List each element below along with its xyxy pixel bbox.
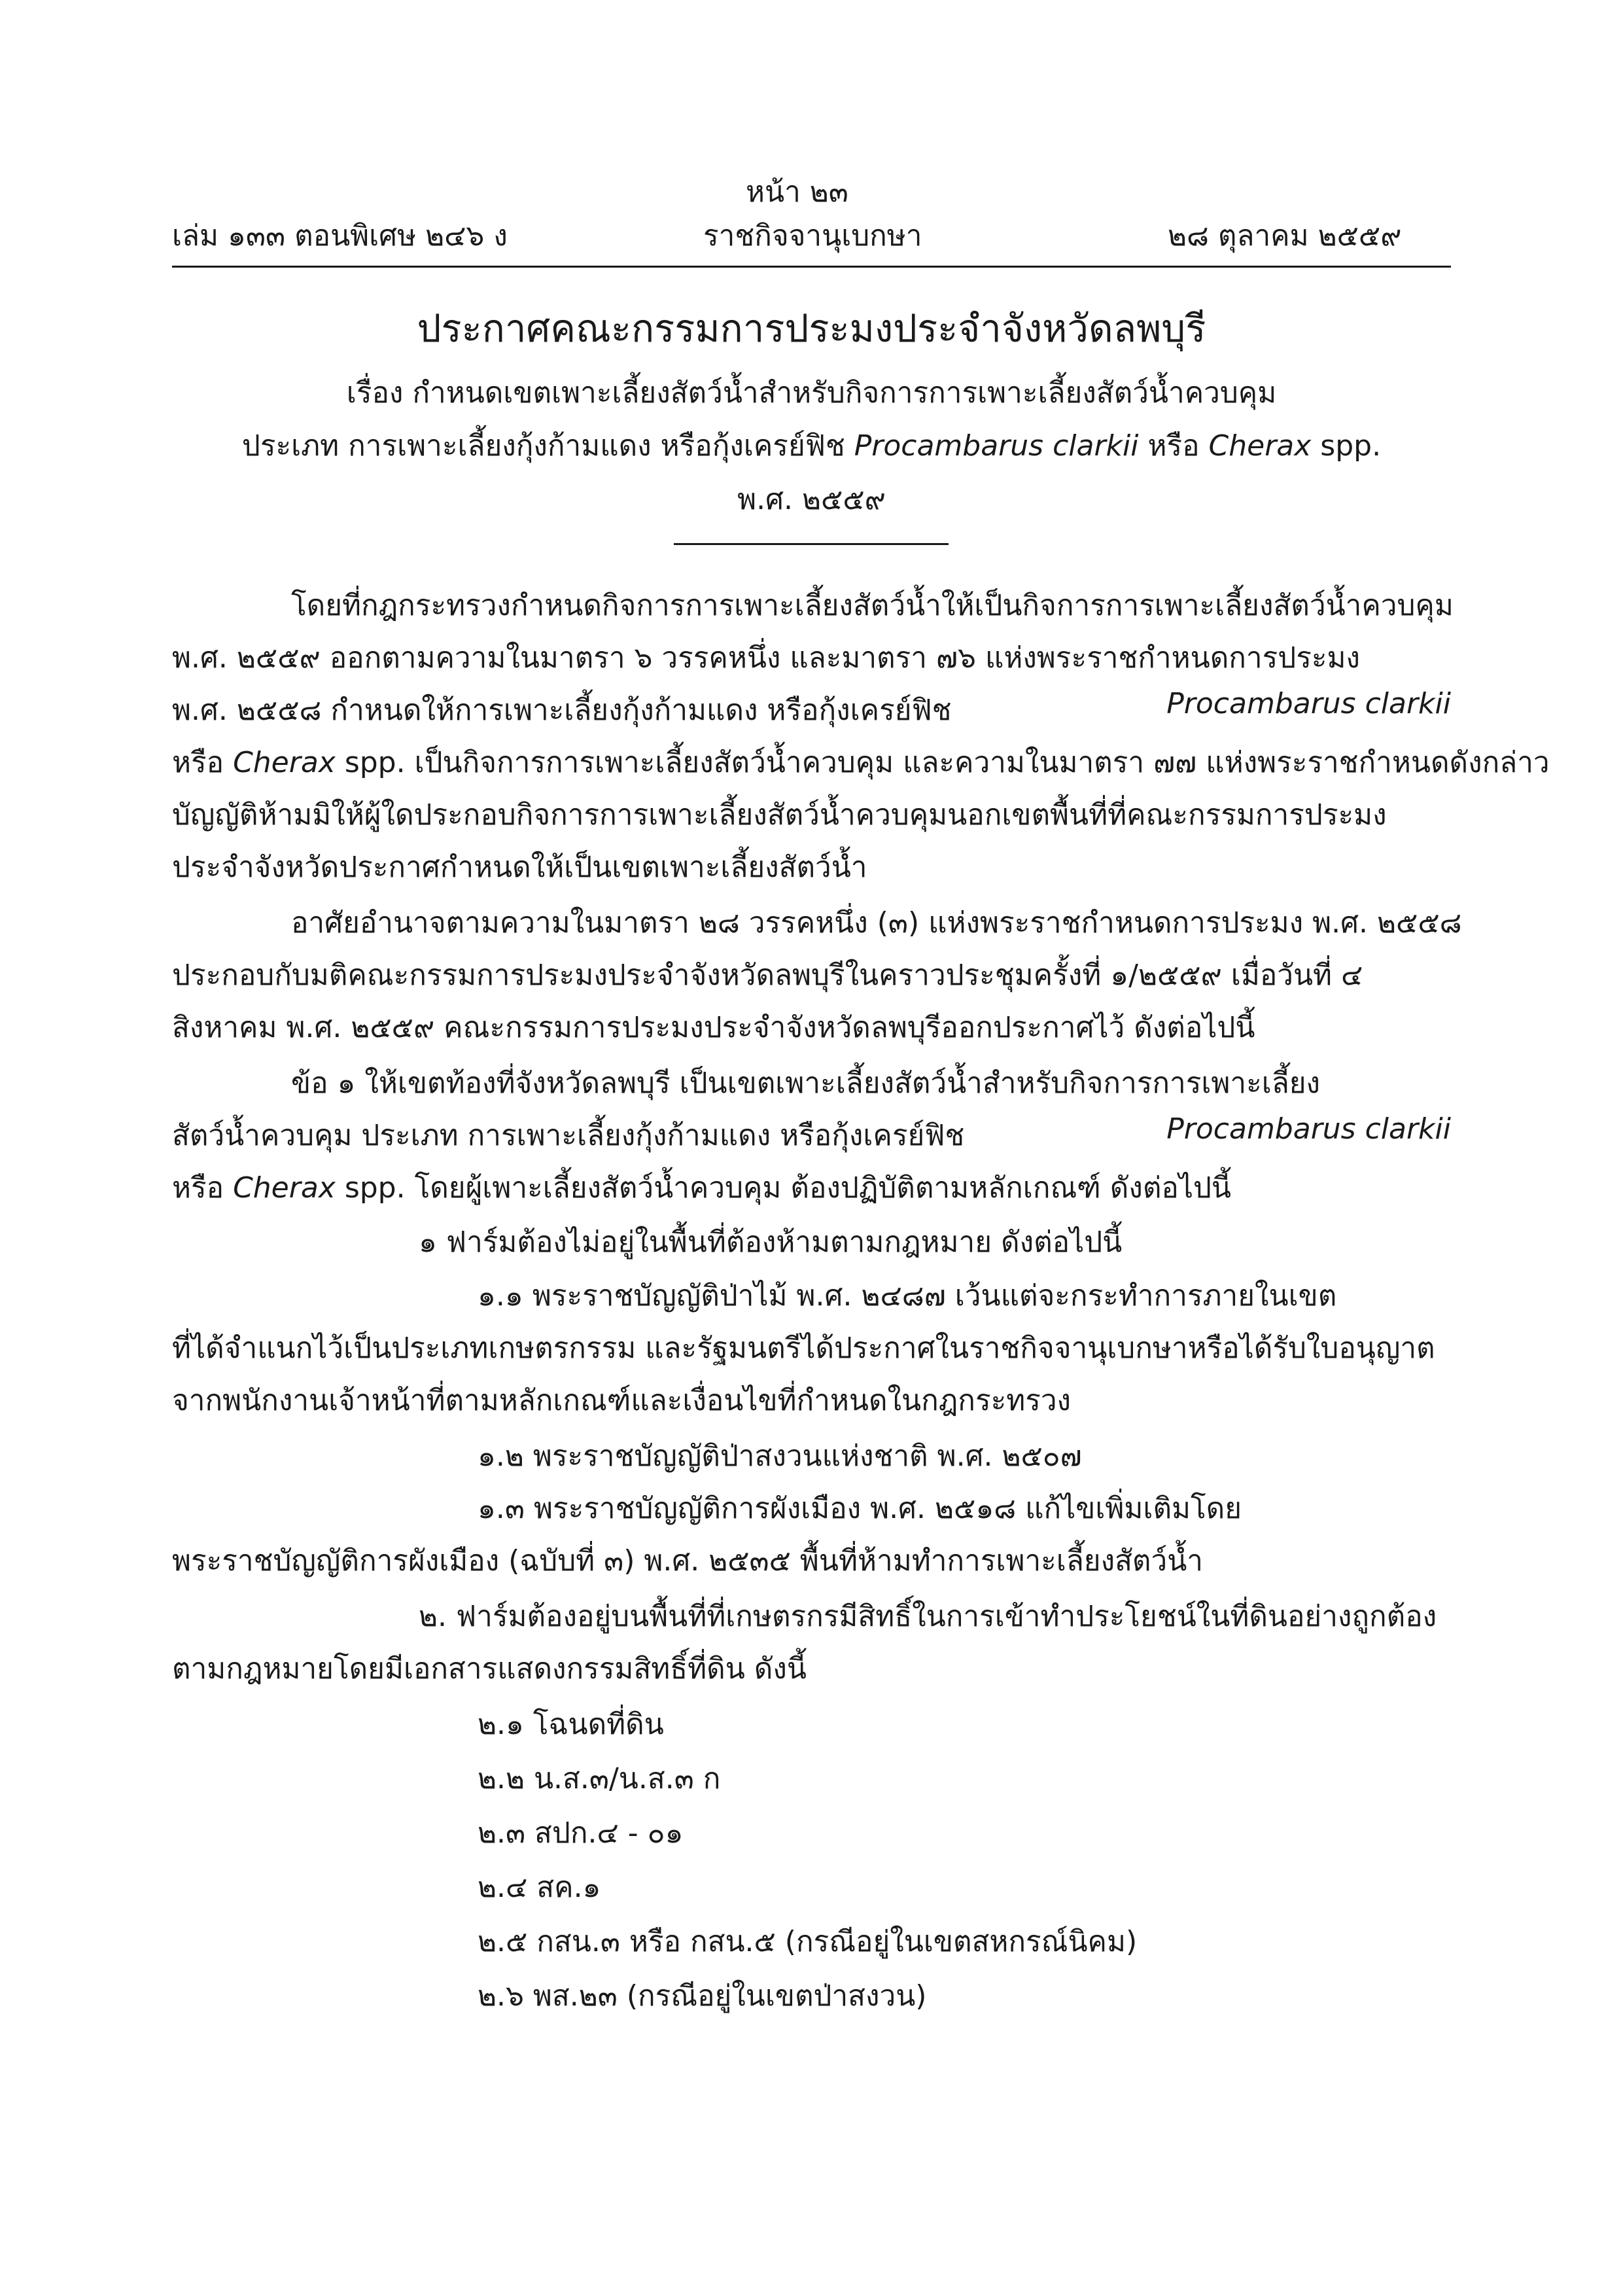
or-word: หรือ [1138,429,1209,463]
category-line [0,423,1623,468]
clause1-line2-species: Procambarus clarkii [1166,1112,1451,1146]
item2-2: ๒.๒ น.ส.๓/น.ส.๓ ก [478,1762,721,1795]
item1-1-line3: จากพนักงานเจ้าหน้าที่ตามหลักเกณฑ์และเงื่อนไขที่กำหนดในกฎกระทรวง [172,1384,1072,1417]
clause1-line3-text: spp. โดยผู้เพาะเลี้ยงสัตว์น้ำควบคุม ต้องปฏิบัติตามหลักเกณฑ์ ดังต่อไปนี้ [335,1171,1231,1205]
item1: ๑ ฟาร์มต้องไม่อยู่ในพื้นที่ต้องห้ามตามกฎหมาย ดังต่อไปนี้ [419,1226,1123,1259]
item2-line2: ตามกฎหมายโดยมีเอกสารแสดงกรรมสิทธิ์ที่ดิน ดังนี้ [172,1652,807,1686]
species-name-1: Procambarus clarkii [854,429,1139,463]
gazette-date: ๒๘ ตุลาคม ๒๕๕๙ [1168,219,1402,253]
subject-line: เรื่อง กำหนดเขตเพาะเลี้ยงสัตว์น้ำสำหรับกิจการการเพาะเลี้ยงสัตว์น้ำควบคุม [346,376,1277,410]
para1-line6: ประจำจังหวัดประกาศกำหนดให้เป็นเขตเพาะเลี้ยงสัตว์น้ำ [172,851,867,884]
category-prefix: ประเภท การเพาะเลี้ยงกุ้งก้ามแดง หรือกุ้งเครย์ฟิช [241,429,854,463]
para1-line4 [172,739,1550,785]
para1-line4-or: หรือ [172,746,234,779]
item1-1-line1: ๑.๑ พระราชบัญญัติป่าไม้ พ.ศ. ๒๔๘๗ เว้นแต่จะกระทำการภายในเขต [478,1279,1337,1313]
clause1-line1: ข้อ ๑ ให้เขตท้องที่จังหวัดลพบุรี เป็นเขตเพาะเลี้ยงสัตว์น้ำสำหรับกิจการการเพาะเลี้ยง [291,1067,1321,1100]
clause1-line3 [172,1165,1231,1210]
para1-line3-species: Procambarus clarkii [1166,687,1451,720]
item1-3-line2: พระราชบัญญัติการผังเมือง (ฉบับที่ ๓) พ.ศ. ๒๕๓๕ พื้นที่ห้ามทำการเพาะเลี้ยงสัตว์น้ำ [172,1544,1203,1578]
item2-4: ๒.๔ สค.๑ [478,1871,601,1904]
clause1-line2-text: สัตว์น้ำควบคุม ประเภท การเพาะเลี้ยงกุ้งก้ามแดง หรือกุ้งเครย์ฟิช [172,1119,965,1152]
item2-1: ๒.๑ โฉนดที่ดิน [478,1708,664,1741]
clause1-line3-genus: Cherax [233,1171,336,1205]
announcement-title: ประกาศคณะกรรมการประมงประจำจังหวัดลพบุรี [417,306,1206,351]
announcement-year: พ.ศ. ๒๕๕๙ [737,483,886,516]
item2-line1: ๒. ฟาร์มต้องอยู่บนพื้นที่ที่เกษตรกรมีสิทธิ์ในการเข้าทำประโยชน์ในที่ดินอย่างถูกต้อง [419,1600,1437,1633]
para2-line2: ประกอบกับมติคณะกรรมการประมงประจำจังหวัดลพบุรีในคราวประชุมครั้งที่ ๑/๒๕๕๙ เมื่อวันที่ ๔ [172,959,1363,992]
para1-line3 [172,687,1451,733]
item2-6: ๒.๖ พส.๒๓ (กรณีอยู่ในเขตป่าสงวน) [478,1979,927,2013]
para1-line3-text: พ.ศ. ๒๕๕๘ กำหนดให้การเพาะเลี้ยงกุ้งก้ามแดง หรือกุ้งเครย์ฟิช [172,694,952,727]
item1-1-line2: ที่ได้จำแนกไว้เป็นประเภทเกษตรกรรม และรัฐมนตรีได้ประกาศในราชกิจจานุเบกษาหรือได้รับใบอนุญาต [172,1332,1435,1365]
title-rule [674,543,949,545]
species-name-2: Cherax [1208,429,1312,463]
gazette-name: ราชกิจจานุเบกษา [703,219,922,253]
header-rule [172,266,1451,268]
para2-line3: สิงหาคม พ.ศ. ๒๕๕๙ คณะกรรมการประมงประจำจังหวัดลพบุรีออกประกาศไว้ ดังต่อไปนี้ [172,1011,1255,1044]
item2-5: ๒.๕ กสน.๓ หรือ กสน.๕ (กรณีอยู่ในเขตสหกรณ์นิคม) [478,1925,1138,1958]
item1-2: ๑.๒ พระราชบัญญัติป่าสงวนแห่งชาติ พ.ศ. ๒๕๐๗ [478,1439,1082,1473]
gazette-volume: เล่ม ๑๓๓ ตอนพิเศษ ๒๔๖ ง [172,219,508,253]
item2-3: ๒.๓ สปก.๔ - ๐๑ [478,1816,684,1850]
spp-suffix: spp. [1311,429,1382,463]
item1-3-line1: ๑.๓ พระราชบัญญัติการผังเมือง พ.ศ. ๒๕๑๘ แก้ไขเพิ่มเติมโดย [478,1492,1242,1525]
page-number: หน้า ๒๓ [746,175,848,209]
para1-line4-text: spp. เป็นกิจการการเพาะเลี้ยงสัตว์น้ำควบคุม และความในมาตรา ๗๗ แห่งพระราชกำหนดดังกล่าว [335,746,1550,779]
para1-line2: พ.ศ. ๒๕๕๙ ออกตามความในมาตรา ๖ วรรคหนึ่ง และมาตรา ๗๖ แห่งพระราชกำหนดการประมง [172,641,1360,675]
clause1-line2 [172,1112,1451,1158]
para1-line4-genus: Cherax [233,746,336,779]
para1-line5: บัญญัติห้ามมิให้ผู้ใดประกอบกิจการการเพาะเลี้ยงสัตว์น้ำควบคุมนอกเขตพื้นที่ที่คณะกรรมการประมง [172,798,1387,832]
para2-line1: อาศัยอำนาจตามความในมาตรา ๒๘ วรรคหนึ่ง (๓) แห่งพระราชกำหนดการประมง พ.ศ. ๒๕๕๘ [291,906,1462,940]
clause1-line3-or: หรือ [172,1171,234,1205]
para1-line1: โดยที่กฎกระทรวงกำหนดกิจการการเพาะเลี้ยงสัตว์น้ำให้เป็นกิจการการเพาะเลี้ยงสัตว์น้ำควบคุม [291,589,1454,622]
